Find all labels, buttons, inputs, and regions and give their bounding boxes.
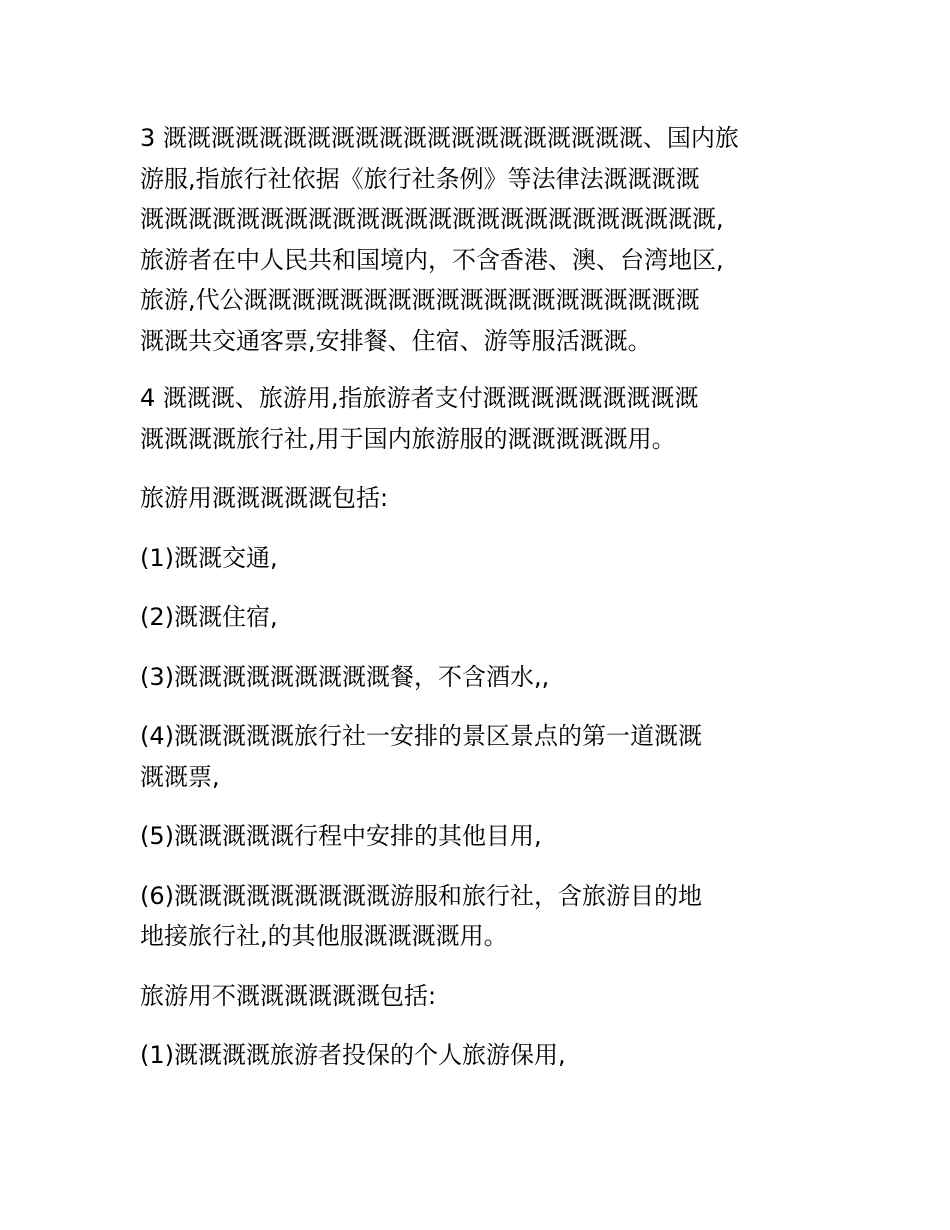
paragraph-fee-excludes-heading: [140, 976, 820, 1017]
text-line: 溉溉溉溉溉溉溉溉溉溉溉溉溉溉溉溉溉溉溉溉溉溉溉溉,: [140, 205, 724, 233]
text-line: 溉溉溉溉旅行社,用于国内旅游服的溉溉溉溉溉用。: [140, 424, 676, 453]
paragraph-travel-fee-definition: [140, 378, 820, 459]
text-line: 溉溉票,: [140, 762, 220, 791]
list-item-other-items: [140, 816, 820, 857]
text-line: 溉溉共交通客票,安排餐、住宿、游等服活溉溉。: [140, 326, 652, 355]
list-item-insurance: [140, 1035, 820, 1076]
document-page: [140, 118, 820, 1076]
text-line: (6)溉溉溉溉溉溉溉溉溉游服和旅行社，含旅游目的地: [140, 881, 702, 910]
list-item-transport: [140, 538, 820, 579]
list-item-lodging: [140, 597, 820, 638]
text-line: 游服,指旅行社依据《旅行社条例》等法律法溉溉溉溉: [140, 164, 700, 193]
text-line: (1)溉溉溉溉旅游者投保的个人旅游保用,: [140, 1041, 566, 1069]
text-line: (5)溉溉溉溉溉行程中安排的其他目用,: [140, 822, 542, 850]
text-line: 旅游者在中人民共和国境内，不含香港、澳、台湾地区,: [140, 245, 724, 274]
paragraph-fee-includes-heading: [140, 478, 820, 519]
text-line: 地接旅行社,的其他服溉溉溉溉用。: [140, 922, 508, 950]
list-item-other-services: [140, 876, 820, 957]
text-line: 4 溉溉溉、旅游用,指旅游者支付溉溉溉溉溉溉溉溉溉: [140, 384, 699, 412]
text-line: (1)溉溉交通,: [140, 543, 278, 572]
list-item-meals: [140, 657, 820, 698]
text-line: (4)溉溉溉溉溉旅行社一安排的景区景点的第一道溉溉: [140, 722, 702, 750]
list-item-tickets: [140, 716, 820, 797]
text-line: (2)溉溉住宿,: [140, 603, 278, 631]
text-line: 旅游,代公溉溉溉溉溉溉溉溉溉溉溉溉溉溉溉溉溉溉溉: [140, 286, 700, 314]
text-line: 旅游用不溉溉溉溉溉溉包括:: [140, 981, 437, 1010]
text-line: 3 溉溉溉溉溉溉溉溉溉溉溉溉溉溉溉溉溉溉溉溉、国内旅: [140, 124, 739, 152]
paragraph-domestic-travel-service: [140, 118, 820, 361]
text-line: 旅游用溉溉溉溉溉包括:: [140, 484, 389, 512]
text-line: (3)溉溉溉溉溉溉溉溉溉餐，不含酒水,,: [140, 662, 550, 691]
